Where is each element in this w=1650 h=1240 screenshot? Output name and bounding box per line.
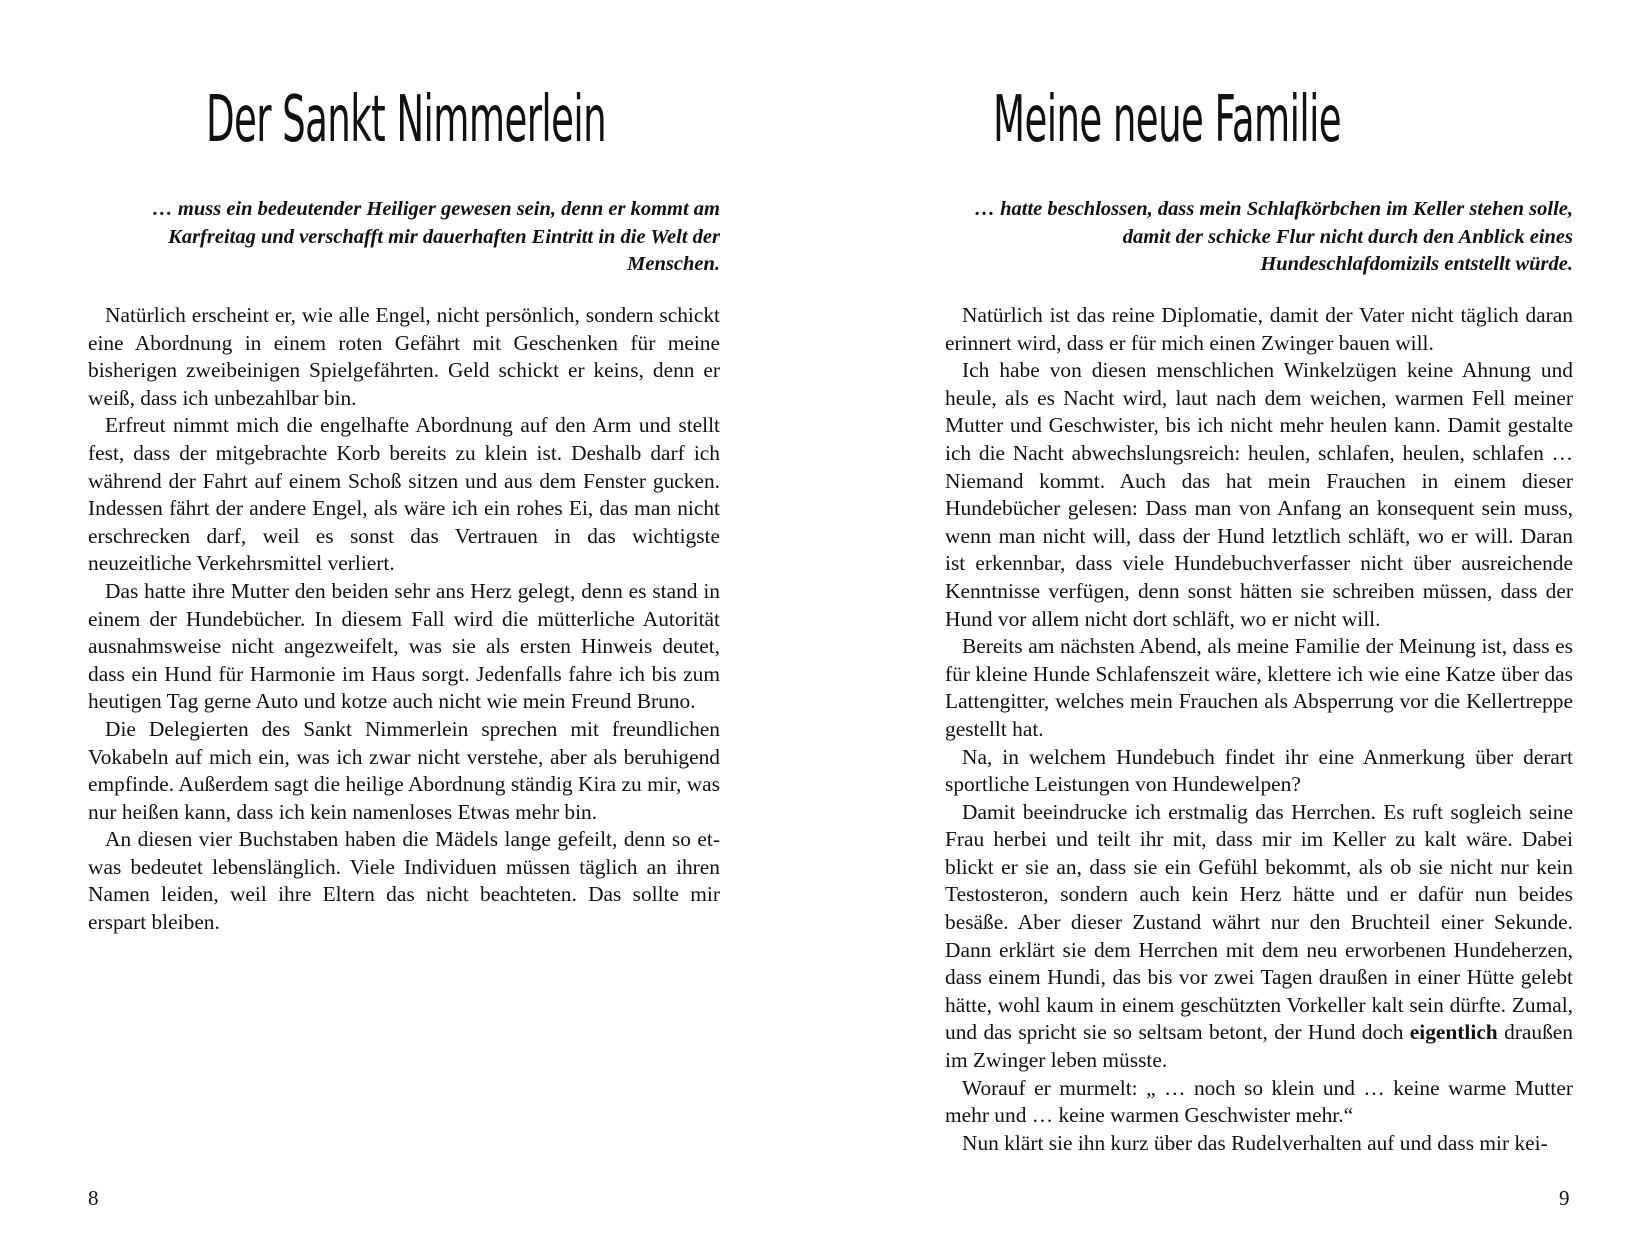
paragraph: An diesen vier Buchstaben haben die Mädels lange gefeilt, denn so etwas bedeutet lebenslänglich. Viele Individuen müssen täglich an ihren Namen leiden, weil ihre Eltern das nicht beachteten. Das sollte mir erspart bleiben. xyxy=(88,827,720,935)
right-page xyxy=(825,0,1650,1240)
paragraph: Ich habe von diesen menschlichen Winkelzügen keine Ahnung und heule, als es Nacht wird, laut nach dem weichen, warmen Fell meiner Mutter und Geschwister, bis ich nicht mehr heulen kann. Damit gestalte ich die Nacht abwechslungsreich: heulen, schlafen, heulen, schlafen … Niemand kommt. Auch das hat mein Frauchen in einem dieser Hundebücher gelesen: Dass man von Anfang an konsequent sein muss, wenn man nicht will, dass der Hund letztlich schläft, wo er will. Daran ist erkennbar, dass viele Hundebuchverfasser nicht über ausreichende Kenntnisse verfügen, denn sonst hätten sie schreiben müssen, dass der Hund vor allem nicht dort schläft, wo er nicht will. xyxy=(945,358,1573,631)
paragraph: Na, in welchem Hundebuch findet ihr eine Anmerkung über derart sportliche Leistungen von Hundewelpen? xyxy=(945,744,1573,797)
paragraph: Das hatte ihre Mutter den beiden sehr ans Herz gelegt, denn es stand in einem der Hundebücher. In diesem Fall wird die mütterliche Autorität ausnahmsweise nicht angezweifelt, was sie als ersten Hinweis deutet, dass ein Hund für Harmonie im Haus sorgt. Jedenfalls fahre ich bis zum heutigen Tag gerne Auto und kotze auch nicht wie mein Freund Bruno. xyxy=(88,578,720,714)
body-text xyxy=(945,302,1573,1157)
paragraph: Die Delegierten des Sankt Nimmerlein sprechen mit freundlichen Vokabeln auf mich ein, was ich zwar nicht verstehe, aber als beruhigend empfinde. Außerdem sagt die heilige Abordnung ständig Kira zu mir, was nur heißen kann, dass ich kein namenloses Etwas mehr bin. xyxy=(88,716,720,824)
emphasis-word: eigentlich xyxy=(1409,1020,1498,1045)
paragraph: Nun klärt sie ihn kurz über das Rudelverhalten auf und dass mir kei- xyxy=(962,1130,1548,1155)
chapter-intro: … muss ein bedeutender Heiliger gewesen sein, denn er kommt am Karfreitag und verschafft mir dauerhaften Eintritt in die Welt der Menschen. xyxy=(152,198,720,275)
paragraph: Bereits am nächsten Abend, als meine Familie der Meinung ist, dass es für kleine Hunde Schlafenszeit wäre, klettere ich wie eine Katze über das Lattengitter, welches mein Frauchen als Absperrung vor die Kellertreppe gestellt hat. xyxy=(945,634,1573,741)
paragraph xyxy=(945,799,1573,1075)
paragraph: Erfreut nimmt mich die engelhafte Abordnung auf den Arm und stellt fest, dass der mitgebrachte Korb bereits zu klein ist. Deshalb darf ich während der Fahrt auf einem Schoß sitzen und aus dem Fenster gucken. Indessen fährt der andere Engel, als wäre ich ein rohes Ei, das man nicht erschrecken darf, weil es sonst das Vertrauen in das wichtigste neuzeitliche Verkehrsmittel verliert. xyxy=(88,413,720,576)
paragraph: Natürlich ist das reine Diplomatie, damit der Vater nicht täglich daran erinnert wird, dass er für mich einen Zwinger bauen will. xyxy=(945,303,1573,355)
paragraph-text: Damit beeindrucke ich erstmalig das Herrchen. Es ruft sogleich seine Frau herbei und teilt ihr mit, dass mir im Keller zu kalt wäre. Dabei blickt er sie an, dass sie ein Gefühl bekommt, als ob sie nicht nur kein Testosteron, sondern auch kein Herz hätte und er dafür nun beides besäße. Aber dieser Zustand währt nur den Bruchteil einer Sekunde. Dann erklärt sie dem Herrchen mit dem neu erworbenen Hundeherzen, dass einem Hundi, das bis vor zwei Tagen draußen in einer Hütte gelebt hätte, wohl kaum in einem geschützten Vorkeller kalt sein dürfte. Zumal, und das spricht sie so seltsam betont, der Hund doch xyxy=(945,799,1573,1045)
paragraph: Worauf er murmelt: „ … noch so klein und … keine warme Mutter mehr und … keine warmen Geschwister mehr.“ xyxy=(945,1075,1573,1128)
chapter-intro: … hatte beschlossen, dass mein Schlafkörbchen im Keller stehen solle, damit der schicke Flur nicht durch den Anblick eines Hundeschlafdomizils entstellt würde. xyxy=(974,198,1573,275)
chapter-title: Meine neue Familie xyxy=(993,83,1342,157)
page-number: 9 xyxy=(1559,1186,1570,1210)
paragraph: Natürlich erscheint er, wie alle Engel, nicht persönlich, sondern schickt eine Abordnung in einem roten Gefährt mit Geschenken für meine bisherigen zweibeinigen Spielgefährten. Geld schickt er keins, denn er weiß, dass ich unbezahlbar bin. xyxy=(88,303,720,410)
paragraph-tail: draußen im Zwinger leben müsste. xyxy=(945,1020,1573,1073)
chapter-title: Der Sankt Nimmerlein xyxy=(206,83,607,157)
page-number: 8 xyxy=(88,1186,99,1210)
body-text xyxy=(88,302,720,937)
